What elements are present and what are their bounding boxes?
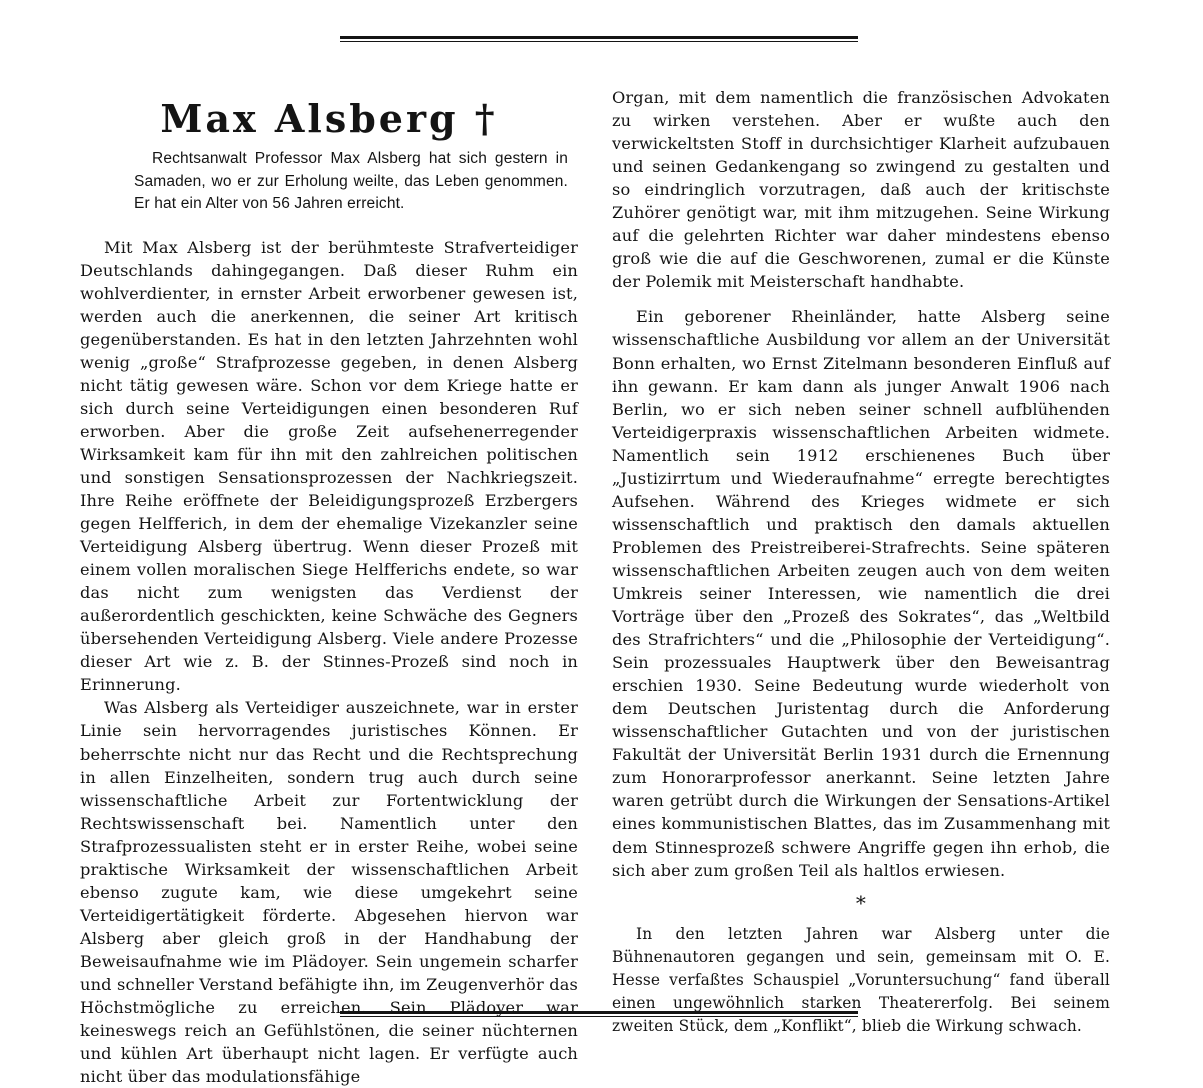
postscript-paragraph: In den letzten Jahren war Alsberg unter die Bühnenautoren gegangen und sein, gemeinsam mit O. E. Hesse verfaßtes Schauspiel „Voruntersuchung“ fand überall einen ungewöhnlich starken Theatererfolg. Bei seinem zweiten Stück, dem „Konflikt“, blieb die Wirkung schwach. [612,924,1110,1035]
body-paragraph: Was Alsberg als Verteidiger auszeichnete, war in erster Linie sein hervorragendes juristisches Können. Er beherrschte nicht nur das Recht und die Rechtsprechung in allen Einzelheiten, sondern trug auch durch seine wissenschaftliche Arbeit zur Fortentwicklung der Rechtswissenschaft bei. Namentlich unter den Strafprozessualisten steht er in erster Reihe, wobei seine praktische Wirksamkeit der wissenschaftlichen Arbeit ebenso zugute kam, wie diese umgekehrt seine Verteidigertätigkeit förderte. Abgesehen hiervon war Alsberg aber gleich groß in der Handhabung der Beweisaufnahme wie im Plädoyer. Sein ungemein scharfer und schneller Verstand befähigte ihn, im Zeugenverhör das Höchstmögliche zu erreichen. Sein Plädoyer war keineswegs reich an Gefühlstönen, die seiner nüchternen und kühlen Art überhaupt nicht lagen. Er verfügte auch nicht über das modulationsfähige [80,698,578,1087]
bottom-rule [340,1011,858,1017]
right-column [612,86,1110,1038]
lead-paragraph: Rechtsanwalt Professor Max Alsberg hat sich gestern in Samaden, wo er zur Erholung weilte, das Leben genommen. Er hat ein Alter von 56 Jahren erreicht. [134,150,568,212]
body-paragraph: Mit Max Alsberg ist der berühmteste Strafverteidiger Deutschlands dahingegangen. Daß dieser Ruhm ein wohlverdienter, in ernster Arbeit erworbener gewesen ist, werden auch die anerkennen, die seiner Art kritisch gegenüberstanden. Es hat in den letzten Jahrzehnten wohl wenig „große“ Strafprozesse gegeben, in denen Alsberg nicht tätig gewesen wäre. Schon vor dem Kriege hatte er sich durch seine Verteidigungen einen besonderen Ruf erworben. Aber die große Zeit aufsehenerregender Wirksamkeit kam für ihn mit den zahlreichen politischen und sonstigen Sensationsprozessen der Nachkriegszeit. Ihre Reihe eröffnete der Beleidigungsprozeß Erzbergers gegen Helfferich, in dem der ehemalige Vizekanzler seine Verteidigung Alsberg übertrug. Wenn dieser Prozeß mit einem vollen moralischen Siege Helfferichs endete, so war das nicht zum wenigsten das Verdienst der außerordentlich geschickten, keine Schwäche des Gegners übersehenden Verteidigung Alsberg. Viele andere Prozesse dieser Art wie z. B. der Stinnes-Prozeß sind noch in Erinnerung. [80,237,578,695]
headline: Max Alsberg † [160,96,498,141]
body-paragraph: Organ, mit dem namentlich die französischen Advokaten zu wirken verstehen. Aber er wußte auch den verwickeltsten Stoff in durchsichtiger Klarheit aufzubauen und seinen Gedankengang so zwingend zu gestalten und so eindringlich vorzutragen, daß auch der kritischste Zuhörer genötigt war, mit ihm mitzugehen. Seine Wirkung auf die gelehrten Richter war daher mindestens ebenso groß wie die auf die Geschworenen, zumal er die Künste der Polemik mit Meisterschaft handhabte. [612,88,1110,292]
left-column [80,96,578,1088]
section-separator: * [855,890,867,915]
body-paragraph: Ein geborener Rheinländer, hatte Alsberg seine wissenschaftliche Ausbildung vor allem an der Universität Bonn erhalten, wo Ernst Zitelmann besonderen Einfluß auf ihn gewann. Er kam dann als junger Anwalt 1906 nach Berlin, wo er sich neben seiner schnell aufblühenden Verteidigerpraxis wissenschaftlichen Arbeiten widmete. Namentlich sein 1912 erschienenes Buch über „Justizirrtum und Wiederaufnahme“ erregte berechtigtes Aufsehen. Während des Krieges widmete er sich wissenschaftlich und praktisch den damals aktuellen Problemen des Preistreiberei-Strafrechts. Seine späteren wissenschaftlichen Arbeiten zeugen auch von dem weiten Umkreis seiner Interessen, wie namentlich die drei Vorträge über den „Prozeß des Sokrates“, das „Weltbild des Strafrichters“ und die „Philosophie der Verteidigung“. Sein prozessuales Hauptwerk über den Beweisantrag erschien 1930. Seine Bedeutung wurde wiederholt von dem Deutschen Juristentag durch die Anforderung wissenschaftlicher Gutachten und von der juristischen Fakultät der Universität Berlin 1931 durch die Ernennung zum Honorarprofessor anerkannt. Seine letzten Jahre waren getrübt durch die Wirkungen der Sensations-Artikel eines kommunistischen Blattes, das im Zusammenhang mit dem Stinnesprozeß schwere Angriffe gegen ihn erhob, die sich aber zum großen Teil als haltlos erwiesen. [612,307,1110,880]
top-rule [340,36,858,42]
